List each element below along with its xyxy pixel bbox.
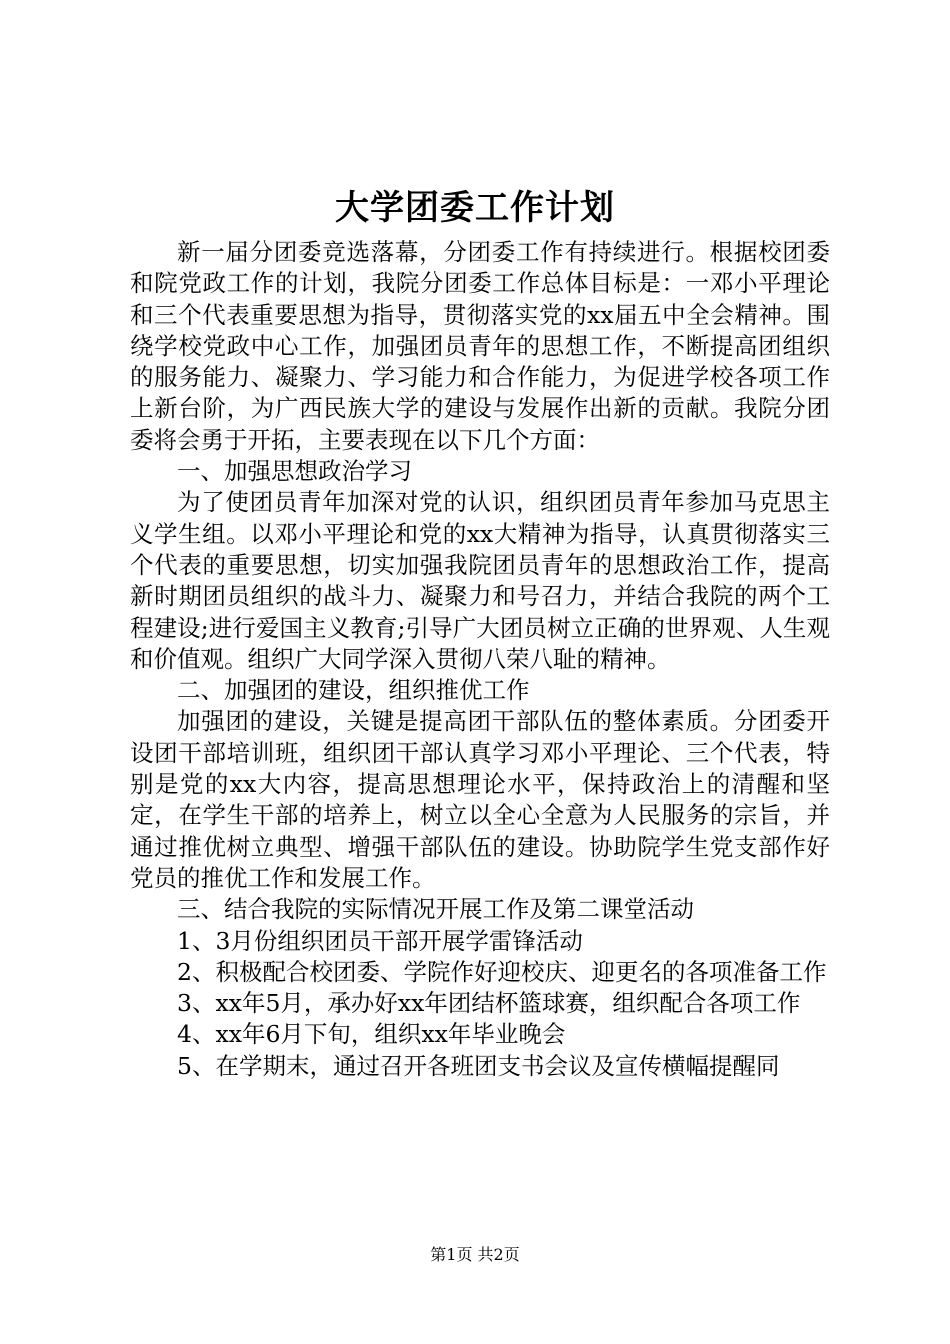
section-heading-3: 三、结合我院的实际情况开展工作及第二课堂活动 — [177, 895, 694, 924]
list-item-3: 3、xx年5月，承办好xx年团结杯篮球赛，组织配合各项工作 — [177, 989, 801, 1018]
section-paragraph-2: 加强团的建设，关键是提高团干部队伍的整体素质。分团委开设团干部培训班，组织团干部认真学习邓小平理论、三个代表，特别是党的xx大内容，提高思想理论水平，保持政治上的清醒和坚定，在学生干部的培养上，树立以全心全意为人民服务的宗旨，并通过推优树立典型、增强干部队伍的建设。协助院学生党支部作好党员的推优工作和发展工作。 — [130, 707, 830, 892]
list-item-2: 2、积极配合校团委、学院作好迎校庆、迎更名的各项准备工作 — [177, 957, 827, 986]
list-item-1: 1、3月份组织团员干部开展学雷锋活动 — [177, 926, 583, 955]
page-number-footer: 第1页 共2页 — [430, 1245, 520, 1264]
list-item-5: 5、在学期末，通过召开各班团支书会议及宣传横幅提醒同 — [177, 1051, 780, 1080]
document-body — [130, 237, 830, 1082]
list-item-4: 4、xx年6月下旬，组织xx年毕业晚会 — [177, 1020, 566, 1049]
section-heading-2: 二、加强团的建设，组织推优工作 — [177, 676, 530, 705]
section-paragraph-1: 为了使团员青年加深对党的认识，组织团员青年参加马克思主义学生组。以邓小平理论和党的xx大精神为指导，认真贯彻落实三个代表的重要思想，切实加强我院团员青年的思想政治工作，提高新时期团员组织的战斗力、凝聚力和号召力，并结合我院的两个工程建设;进行爱国主义教育;引导广大团员树立正确的世界观、人生观和价值观。组织广大同学深入贯彻八荣八耻的精神。 — [130, 488, 830, 673]
document-title: 大学团委工作计划 — [335, 188, 615, 228]
intro-paragraph: 新一届分团委竞选落幕，分团委工作有持续进行。根据校团委和院党政工作的计划，我院分团委工作总体目标是：一邓小平理论和三个代表重要思想为指导，贯彻落实党的xx届五中全会精神。围绕学校党政中心工作，加强团员青年的思想工作，不断提高团组织的服务能力、凝聚力、学习能力和合作能力，为促进学校各项工作上新台阶，为广西民族大学的建设与发展作出新的贡献。我院分团委将会勇于开拓，主要表现在以下几个方面： — [130, 238, 830, 454]
section-heading-1: 一、加强思想政治学习 — [177, 457, 412, 486]
